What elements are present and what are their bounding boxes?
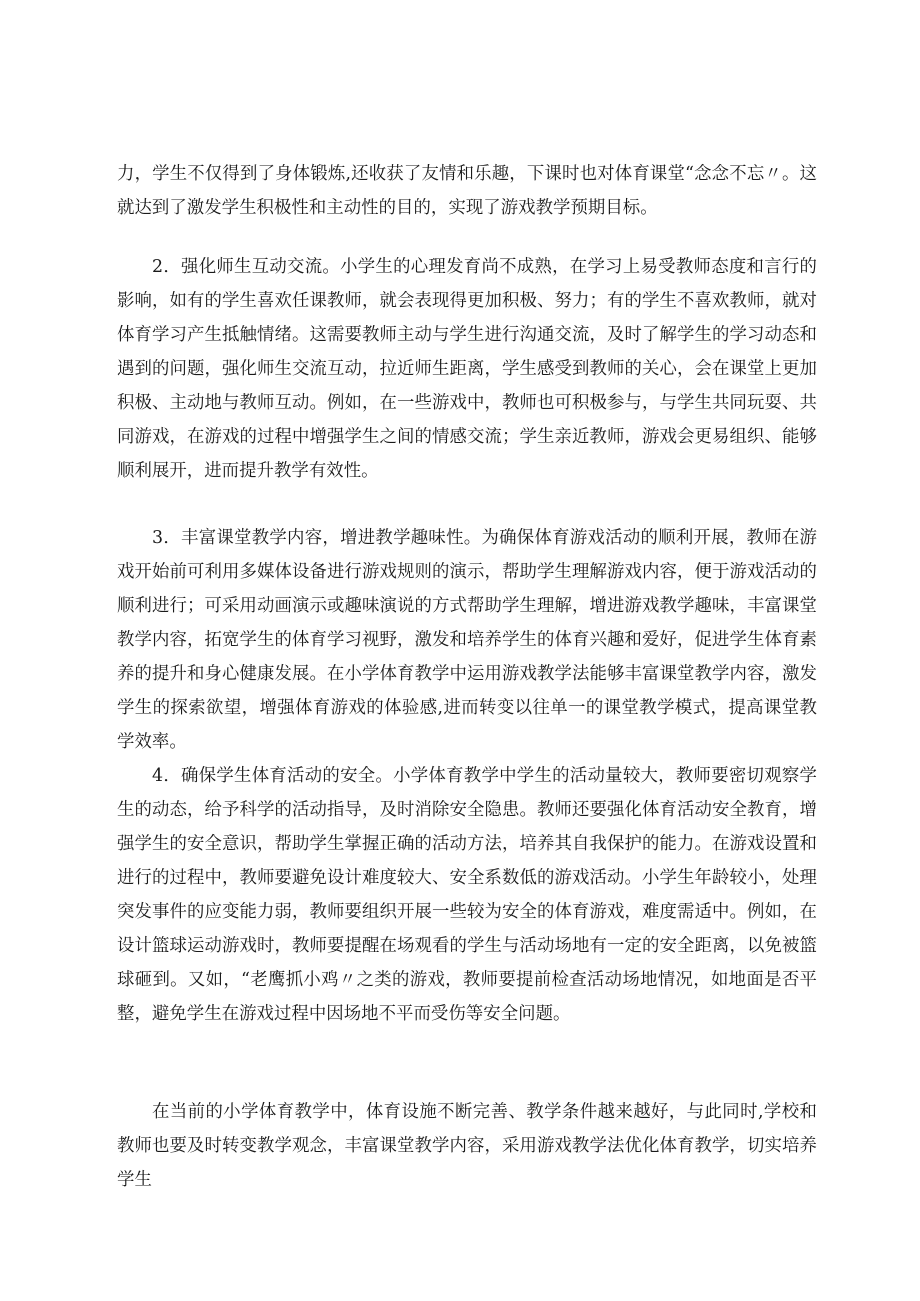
paragraph-activity-safety: 4．确保学生体育活动的安全。小学体育教学中学生的活动量较大，教师要密切观察学生的动态，给予科学的活动指导，及时消除安全隐患。教师还要强化体育活动安全教育，增强学生的安全意识，帮助学生掌握正确的活动方法，培养其自我保护的能力。在游戏设置和进行的过程中，教师要避免设计难度较大、安全系数低的游戏活动。小学生年龄较小，处理突发事件的应变能力弱，教师要组织开展一些较为安全的体育游戏，难度需适中。例如，在设计篮球运动游戏时，教师要提醒在场观看的学生与活动场地有一定的安全距离，以免被篮球砸到。又如，“老鹰抓小鸡〃之类的游戏，教师要提前检查活动场地情况，如地面是否平整，避免学生在游戏过程中因场地不平而受伤等安全问题。 [117,766,817,1024]
paragraph-teacher-student-interaction: 2．强化师生互动交流。小学生的心理发育尚不成熟，在学习上易受教师态度和言行的影响，如有的学生喜欢任课教师，就会表现得更加积极、努力；有的学生不喜欢教师，就对体育学习产生抵触情绪。这需要教师主动与学生进行沟通交流，及时了解学生的学习动态和遇到的问题，强化师生交流互动，拉近师生距离，学生感受到教师的关心，会在课堂上更加积极、主动地与教师互动。例如，在一些游戏中，教师也可积极参与，与学生共同玩耍、共同游戏，在游戏的过程中增强学生之间的情感交流；学生亲近教师，游戏会更易组织、能够顺利展开，进而提升教学有效性。 [117,257,817,481]
paragraph-continuation: 力，学生不仅得到了身体锻炼,还收获了友情和乐趣，下课时也对体育课堂“念念不忘〃。这就达到了激发学生积极性和主动性的目的，实现了游戏教学预期目标。 [117,164,817,218]
paragraph-conclusion: 在当前的小学体育教学中，体育设施不断完善、教学条件越来越好，与此同时,学校和教师也要及时转变教学观念，丰富课堂教学内容，采用游戏教学法优化体育教学，切实培养学生 [117,1102,817,1190]
paragraph-enrich-classroom-content: 3．丰富课堂教学内容，增进教学趣味性。为确保体育游戏活动的顺利开展，教师在游戏开始前可利用多媒体设备进行游戏规则的演示，帮助学生理解游戏内容，便于游戏活动的顺利进行；可采用动画演示或趣味演说的方式帮助学生理解，增进游戏教学趣味，丰富课堂教学内容，拓宽学生的体育学习视野，激发和培养学生的体育兴趣和爱好，促进学生体育素养的提升和身心健康发展。在小学体育教学中运用游戏教学法能够丰富课堂教学内容，激发学生的探索欲望，增强体育游戏的体验感,进而转变以往单一的课堂教学模式，提高课堂教学效率。 [117,528,817,752]
